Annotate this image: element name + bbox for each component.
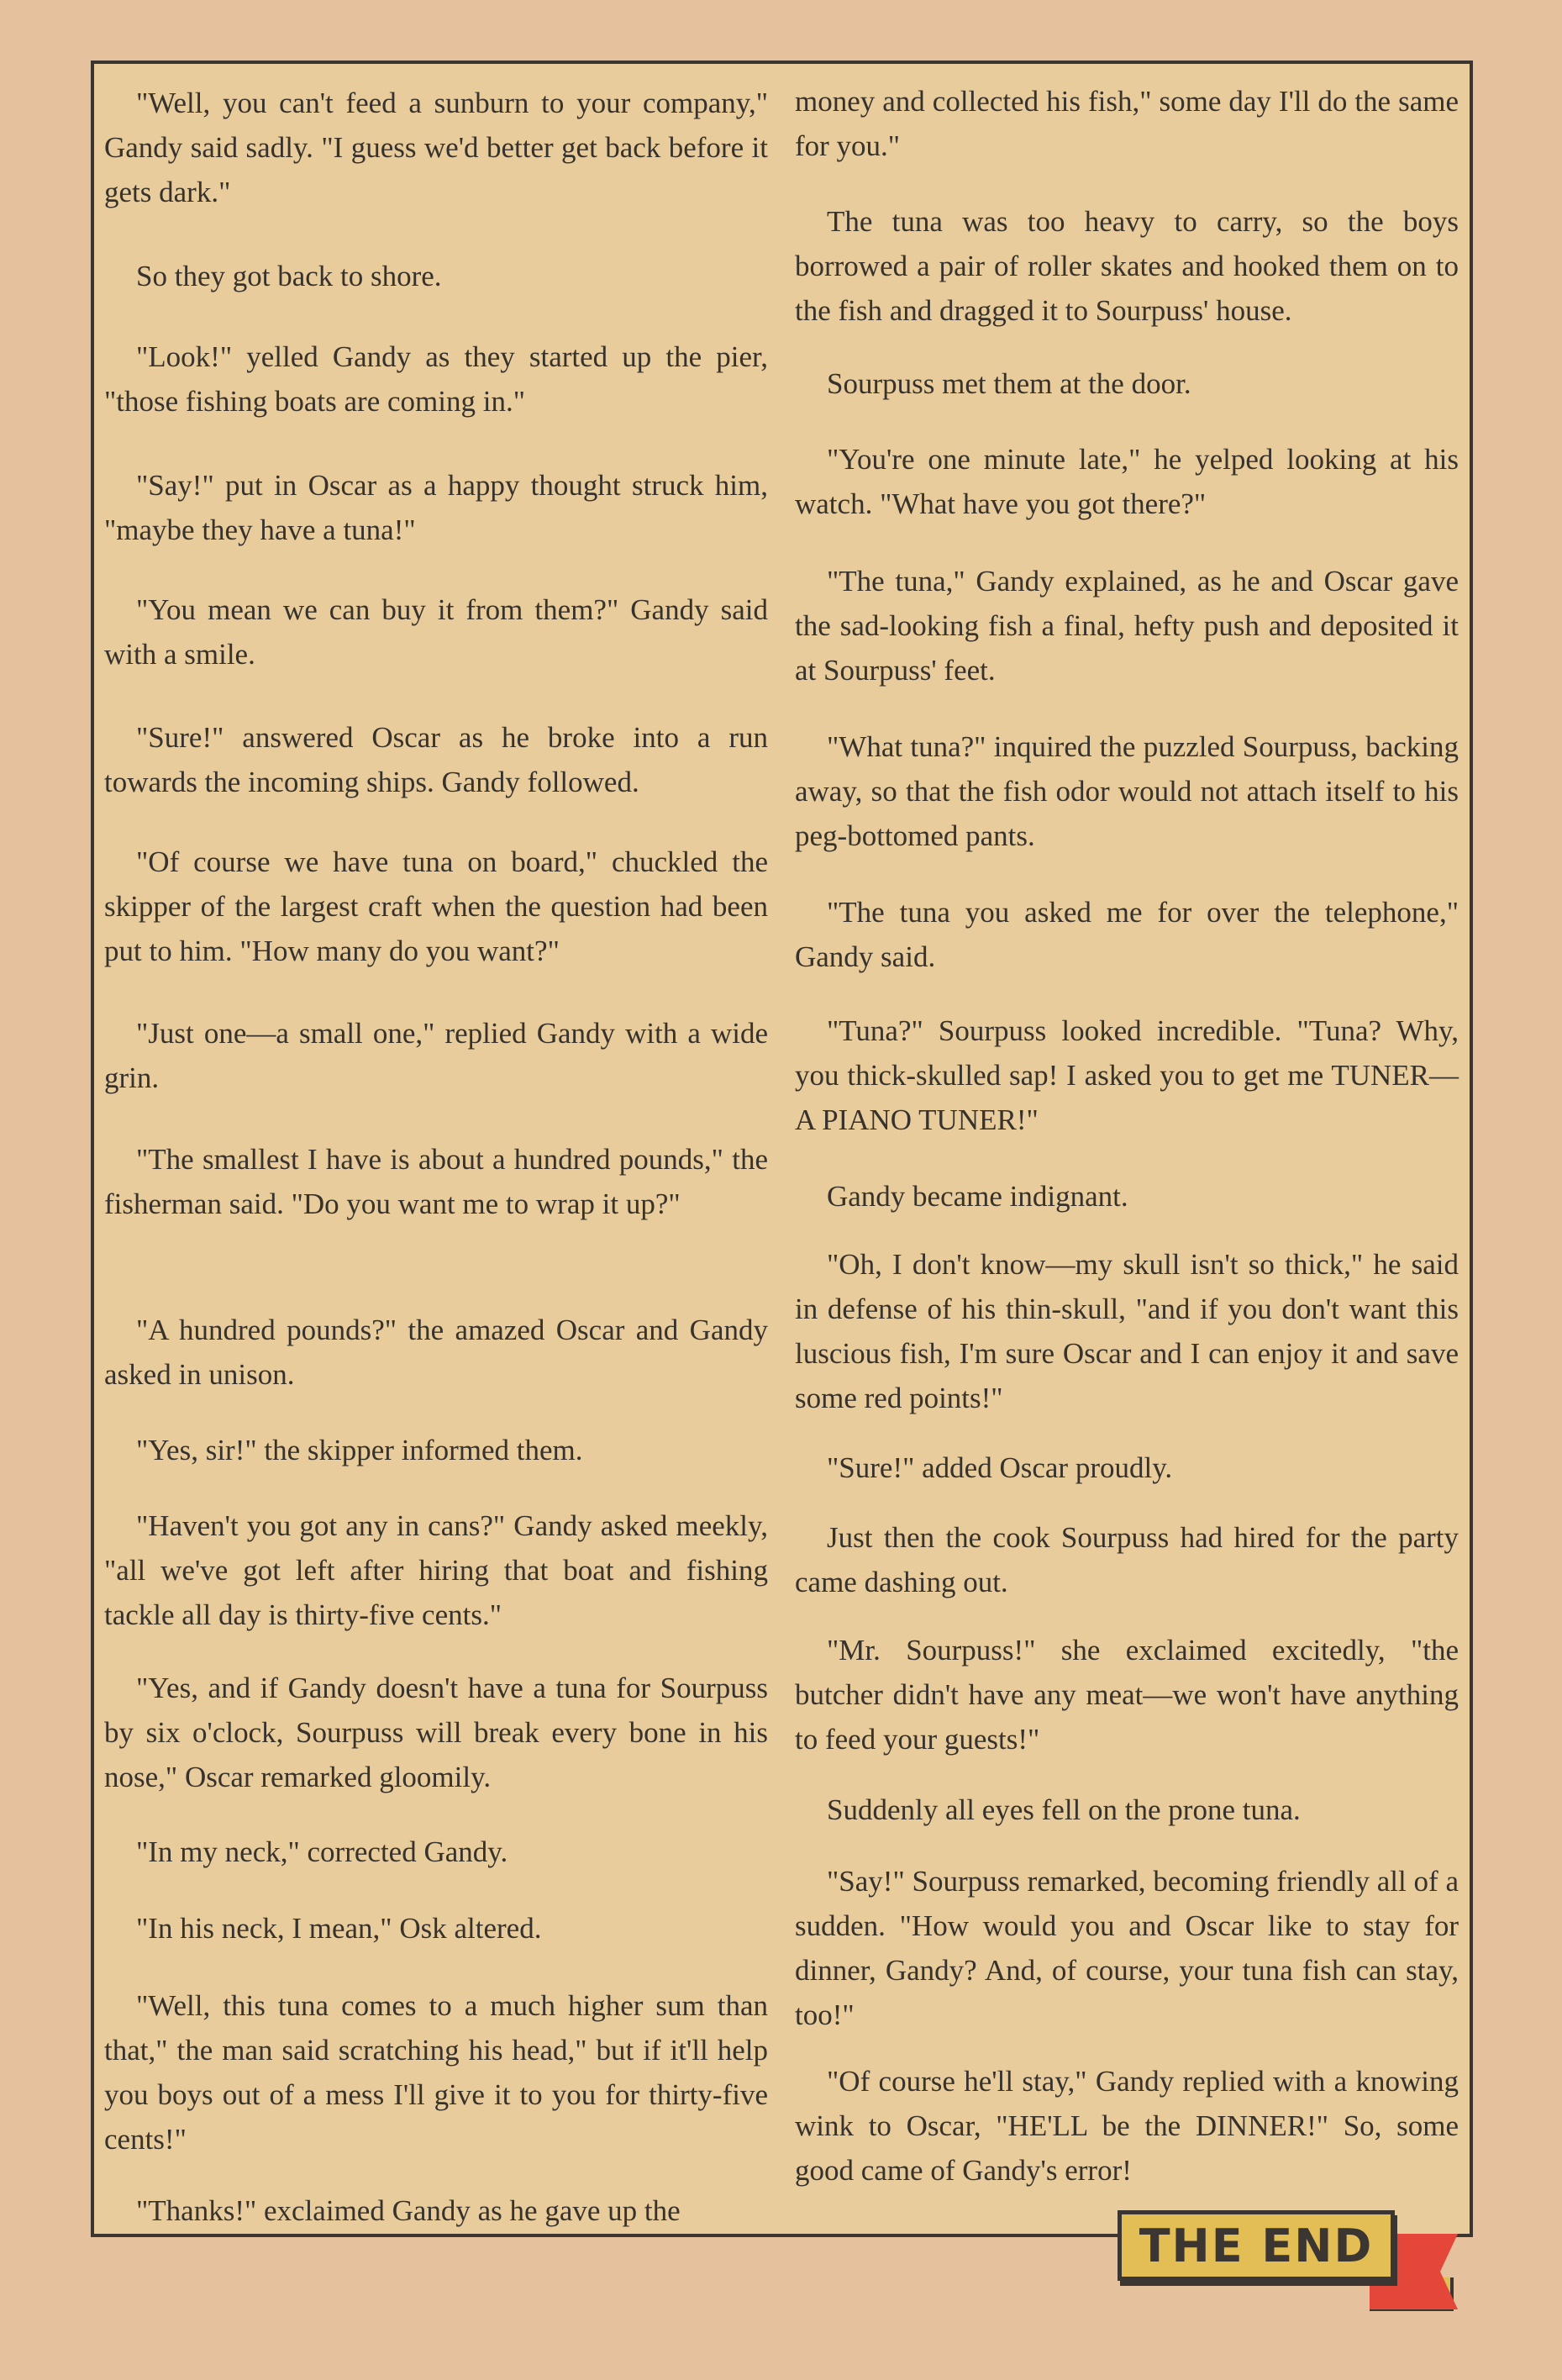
paragraph: "In my neck," corrected Gandy. bbox=[136, 1835, 508, 1868]
paragraph: "The tuna you asked me for over the telephone," Gandy said. bbox=[795, 896, 1459, 973]
paragraph: "Well, this tuna comes to a much higher sum than that," the man said scratching his head," but if it'll help you boys out of a mess I'll give it to you for thirty-five cents!" bbox=[104, 1989, 768, 2156]
paragraph: "A hundred pounds?" the amazed Oscar and Gandy asked in unison. bbox=[104, 1314, 768, 1391]
the-end-label: THE END bbox=[1118, 2210, 1395, 2281]
paragraph: "The smallest I have is about a hundred pounds," the fisherman said. "Do you want me to wrap it up?" bbox=[104, 1143, 768, 1220]
paragraph: The tuna was too heavy to carry, so the boys borrowed a pair of roller skates and hooked them on to the fish and dragged it to Sourpuss' house. bbox=[795, 205, 1459, 327]
paragraph: Gandy became indignant. bbox=[827, 1180, 1128, 1213]
paragraph: Just then the cook Sourpuss had hired for the party came dashing out. bbox=[795, 1521, 1459, 1598]
paragraph: "You mean we can buy it from them?" Gandy said with a smile. bbox=[104, 593, 768, 671]
the-end-banner bbox=[1118, 2210, 1445, 2319]
paragraph: "What tuna?" inquired the puzzled Sourpuss, backing away, so that the fish odor would not attach itself to his peg-bottomed pants. bbox=[795, 730, 1459, 852]
paragraph: money and collected his fish," some day I'll do the same for you." bbox=[795, 85, 1459, 162]
paragraph: "Thanks!" exclaimed Gandy as he gave up the bbox=[136, 2194, 681, 2227]
paragraph: "Of course we have tuna on board," chuckled the skipper of the largest craft when the question had been put to him. "How many do you want?" bbox=[104, 845, 768, 967]
paragraph: "Of course he'll stay," Gandy replied with a knowing wink to Oscar, "HE'LL be the DINNER!" So, some good came of Gandy's error! bbox=[795, 2065, 1459, 2187]
paragraph: "Well, you can't feed a sunburn to your company," Gandy said sadly. "I guess we'd better get back before it gets dark." bbox=[104, 87, 768, 208]
paragraph: "Sure!" answered Oscar as he broke into a run towards the incoming ships. Gandy followed. bbox=[104, 721, 768, 798]
paragraph: "Yes, sir!" the skipper informed them. bbox=[136, 1434, 583, 1466]
paragraph: Sourpuss met them at the door. bbox=[827, 367, 1191, 400]
paragraph: "Look!" yelled Gandy as they started up the pier, "those fishing boats are coming in." bbox=[104, 340, 768, 418]
paragraph: "Oh, I don't know—my skull isn't so thick," he said in defense of his thin-skull, "and if you don't want this luscious fish, I'm sure Oscar and I can enjoy it and save some red points!" bbox=[795, 1248, 1459, 1414]
paragraph: "Haven't you got any in cans?" Gandy asked meekly, "all we've got left after hiring that boat and fishing tackle all day is thirty-five cents." bbox=[104, 1509, 768, 1631]
paragraph: "Say!" Sourpuss remarked, becoming friendly all of a sudden. "How would you and Oscar like to stay for dinner, Gandy? And, of course, your tuna fish can stay, too!" bbox=[795, 1865, 1459, 2031]
paragraph: "The tuna," Gandy explained, as he and Oscar gave the sad-looking fish a final, hefty push and deposited it at Sourpuss' feet. bbox=[795, 565, 1459, 687]
paragraph: "Yes, and if Gandy doesn't have a tuna for Sourpuss by six o'clock, Sourpuss will break every bone in his nose," Oscar remarked gloomily. bbox=[104, 1672, 768, 1793]
paragraph: "You're one minute late," he yelped looking at his watch. "What have you got there?" bbox=[795, 443, 1459, 520]
paragraph: "Tuna?" Sourpuss looked incredible. "Tuna? Why, you thick-skulled sap! I asked you to get me TUNER—A PIANO TUNER!" bbox=[795, 1014, 1459, 1136]
paragraph: "In his neck, I mean," Osk altered. bbox=[136, 1912, 542, 1945]
paragraph: So they got back to shore. bbox=[136, 260, 442, 292]
paragraph: "Just one—a small one," replied Gandy with a wide grin. bbox=[104, 1017, 768, 1094]
paragraph: Suddenly all eyes fell on the prone tuna. bbox=[827, 1793, 1301, 1826]
paragraph: "Sure!" added Oscar proudly. bbox=[827, 1451, 1173, 1484]
paragraph: "Mr. Sourpuss!" she exclaimed excitedly, "the butcher didn't have any meat—we won't have anything to feed your guests!" bbox=[795, 1634, 1459, 1756]
paragraph: "Say!" put in Oscar as a happy thought struck him, "maybe they have a tuna!" bbox=[104, 469, 768, 546]
